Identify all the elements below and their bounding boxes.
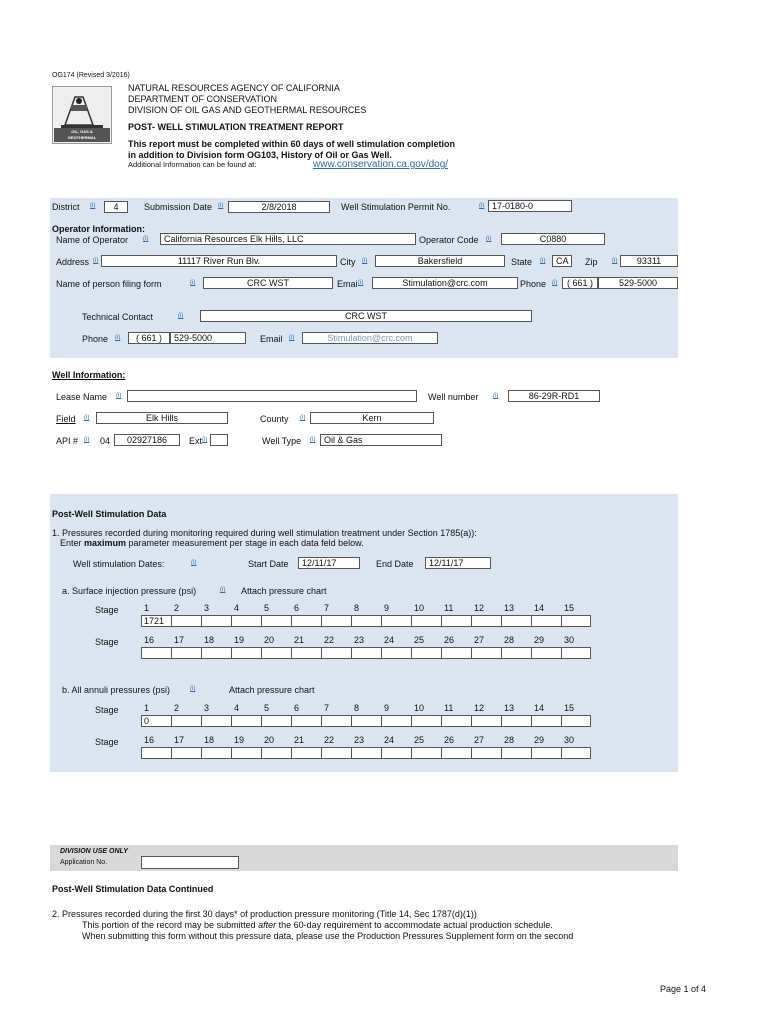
- pressure-cell[interactable]: [441, 715, 471, 727]
- pressure-cell[interactable]: [261, 747, 291, 759]
- pressure-cell[interactable]: [501, 615, 531, 627]
- pressure-cell[interactable]: [201, 747, 231, 759]
- submission-date-field[interactable]: 2/8/2018: [228, 201, 330, 213]
- continued-pre: This portion of the record may be submitted: [82, 920, 259, 930]
- pressure-cell[interactable]: [501, 647, 531, 659]
- lease-name-field[interactable]: [127, 390, 417, 402]
- surface-stage-label-1: Stage: [95, 605, 119, 615]
- stage-number: 10: [414, 703, 425, 713]
- annuli-pressure-row-1: [141, 715, 591, 727]
- county-label: County: [260, 414, 289, 424]
- pressure-cell[interactable]: 1721: [141, 615, 171, 627]
- stage-number: 2: [174, 703, 180, 713]
- api-field[interactable]: 02927186: [114, 434, 180, 446]
- pressure-cell[interactable]: [261, 715, 291, 727]
- person-label: Name of person filing form: [56, 279, 162, 289]
- stage-number: 14: [534, 703, 545, 713]
- operator-name-info-icon[interactable]: (i): [143, 236, 149, 242]
- pressure-cell[interactable]: [411, 647, 441, 659]
- phone-label: Phone: [520, 279, 547, 289]
- state-info-icon[interactable]: (i): [540, 258, 546, 264]
- pressure-cell[interactable]: [561, 715, 591, 727]
- zip-label: Zip: [585, 257, 598, 267]
- start-date-field[interactable]: 12/11/17: [298, 557, 360, 569]
- tech-contact-info-icon[interactable]: (i): [178, 313, 184, 319]
- stage-number: 25: [414, 635, 425, 645]
- pressure-cell[interactable]: [411, 615, 441, 627]
- stage-number: 29: [534, 735, 545, 745]
- stage-number: 26: [444, 635, 455, 645]
- application-no-label: Application No.: [60, 859, 108, 866]
- pressure-cell[interactable]: [171, 747, 201, 759]
- tech-email-info-icon[interactable]: (i): [289, 335, 295, 341]
- stage-number: 6: [294, 703, 300, 713]
- api-label: API #: [56, 436, 79, 446]
- annuli-info-icon[interactable]: (i): [190, 686, 196, 692]
- stage-number: 25: [414, 735, 425, 745]
- stage-number: 28: [504, 635, 515, 645]
- operator-section-title: Operator Information:: [52, 224, 146, 234]
- pressure-cell[interactable]: [531, 615, 561, 627]
- division-line: DIVISION OF OIL GAS AND GEOTHERMAL RESOURCES: [128, 105, 367, 115]
- stage-number: 11: [444, 703, 454, 713]
- stage-number: 8: [354, 603, 360, 613]
- stage-number: 1: [144, 703, 150, 713]
- zip-field[interactable]: 93311: [620, 255, 678, 267]
- stage-number: 12: [474, 603, 485, 613]
- permit-field[interactable]: 17-0180-0: [488, 200, 572, 212]
- stage-number: 22: [324, 635, 335, 645]
- surface-attach-label[interactable]: Attach pressure chart: [241, 586, 327, 596]
- pressure-cell[interactable]: [351, 647, 381, 659]
- stage-number: 17: [174, 635, 185, 645]
- pressure-cell[interactable]: [381, 615, 411, 627]
- pressure-cell[interactable]: [321, 747, 351, 759]
- end-date-label: End Date: [376, 559, 414, 569]
- pressure-cell[interactable]: [501, 715, 531, 727]
- annuli-pressure-row-2: [141, 747, 591, 759]
- pressure-cell[interactable]: [141, 647, 171, 659]
- surface-stage-numbers-row-2: [140, 635, 590, 645]
- operator-code-label: Operator Code: [419, 235, 479, 245]
- stage-number: 12: [474, 703, 485, 713]
- logo-text-1: OIL, GAS &: [71, 129, 93, 134]
- pressure-cell[interactable]: [441, 647, 471, 659]
- pressure-cell[interactable]: [321, 647, 351, 659]
- pressure-cell[interactable]: [531, 747, 561, 759]
- state-field[interactable]: CA: [552, 255, 572, 267]
- stage-number: 24: [384, 635, 395, 645]
- well-section-title: Well Information:: [52, 370, 126, 380]
- stage-number: 2: [174, 603, 180, 613]
- tech-phone-number-field[interactable]: 529-5000: [170, 332, 246, 344]
- county-field[interactable]: Kern: [310, 412, 434, 424]
- surface-pressure-label: a. Surface injection pressure (psi): [62, 586, 197, 596]
- city-info-icon[interactable]: (i): [362, 258, 368, 264]
- stage-number: 4: [234, 603, 240, 613]
- pressure-cell[interactable]: [291, 747, 321, 759]
- stage-number: 9: [384, 703, 390, 713]
- county-info-icon[interactable]: (i): [300, 415, 306, 421]
- email-info-icon[interactable]: (i): [358, 280, 364, 286]
- annuli-stage-label-2: Stage: [95, 737, 119, 747]
- division-use-label: DIVISION USE ONLY: [60, 848, 128, 855]
- stage-number: 14: [534, 603, 545, 613]
- surface-pressure-row-2: [141, 647, 591, 659]
- pressure-cell[interactable]: [201, 715, 231, 727]
- pressure-cell[interactable]: [381, 747, 411, 759]
- continued-post: the 60-day requirement to accommodate actual production schedule.: [276, 920, 553, 930]
- stage-number: 3: [204, 603, 210, 613]
- logo-text-2: GEOTHERMAL: [67, 135, 97, 140]
- email-label: Emai: [337, 279, 358, 289]
- stage-number: 17: [174, 735, 185, 745]
- pressure-cell[interactable]: [171, 647, 201, 659]
- stage-number: 30: [564, 635, 575, 645]
- stimulation-section-title: Post-Well Stimulation Data: [52, 509, 167, 519]
- lease-label: Lease Name: [56, 392, 108, 402]
- field-field[interactable]: Elk Hills: [96, 412, 228, 424]
- phone-number-field[interactable]: 529-5000: [598, 277, 678, 289]
- pressure-cell[interactable]: [561, 615, 591, 627]
- tech-phone-area-field[interactable]: ( 661 ): [128, 332, 170, 344]
- surface-pressure-row-1: [141, 615, 591, 627]
- stim-dates-label: Well stimulation Dates:: [73, 559, 165, 569]
- person-info-icon[interactable]: (i): [190, 280, 196, 286]
- stage-number: 4: [234, 703, 240, 713]
- zip-info-icon[interactable]: (i): [612, 258, 618, 264]
- well-number-field[interactable]: 86-29R-RD1: [508, 390, 600, 402]
- permit-label: Well Stimulation Permit No.: [341, 202, 451, 212]
- email-field[interactable]: Stimulation@crc.com: [372, 277, 518, 289]
- district-label: District: [52, 202, 80, 212]
- stage-number: 1: [144, 603, 150, 613]
- well-type-field[interactable]: Oil & Gas: [320, 434, 442, 446]
- continued-line-2: [82, 920, 553, 930]
- ext-info-icon[interactable]: (i): [202, 437, 208, 443]
- pressure-cell[interactable]: [321, 715, 351, 727]
- field-label: Field: [56, 414, 76, 424]
- stage-number: 5: [264, 603, 270, 613]
- page-number: Page 1 of 4: [660, 984, 707, 994]
- stage-number: 20: [264, 635, 275, 645]
- city-label: City: [340, 257, 356, 267]
- tech-email-field[interactable]: Stimulation@crc.com: [302, 332, 438, 344]
- well-number-info-icon[interactable]: (i): [493, 393, 499, 399]
- annuli-stage-numbers-row-2: [140, 735, 590, 745]
- stage-number: 16: [144, 635, 155, 645]
- stage-number: 30: [564, 735, 575, 745]
- pressure-cell[interactable]: [291, 615, 321, 627]
- address-field[interactable]: 11117 River Run Blv.: [101, 255, 337, 267]
- lease-info-icon[interactable]: (i): [116, 393, 122, 399]
- pressure-cell[interactable]: [351, 715, 381, 727]
- tech-contact-field[interactable]: CRC WST: [200, 310, 532, 322]
- stage-number: 13: [504, 603, 515, 613]
- stage-number: 19: [234, 735, 245, 745]
- pressure-cell[interactable]: [201, 647, 231, 659]
- pressure-cell[interactable]: [141, 747, 171, 759]
- stage-number: 5: [264, 703, 270, 713]
- pressure-cell[interactable]: [471, 715, 501, 727]
- stage-number: 13: [504, 703, 515, 713]
- pressure-cell[interactable]: [561, 647, 591, 659]
- api-prefix: 04: [100, 436, 111, 446]
- report-title: POST- WELL STIMULATION TREATMENT REPORT: [128, 122, 344, 132]
- annuli-attach-label[interactable]: Attach pressure chart: [229, 685, 315, 695]
- tech-phone-label: Phone: [82, 334, 109, 344]
- permit-info-icon[interactable]: (i): [479, 203, 485, 209]
- continued-line-3: When submitting this form without this pressure data, please use the Production Pressures Supplement form on the second: [82, 931, 574, 941]
- pressure-cell[interactable]: [261, 647, 291, 659]
- stage-number: 3: [204, 703, 210, 713]
- tech-phone-info-icon[interactable]: (i): [115, 335, 121, 341]
- pressure-cell[interactable]: [471, 747, 501, 759]
- agency-line: NATURAL RESOURCES AGENCY OF CALIFORNIA: [128, 83, 340, 93]
- pressure-cell[interactable]: [291, 647, 321, 659]
- end-date-field[interactable]: 12/11/17: [425, 557, 491, 569]
- ext-label: Ext: [189, 436, 203, 446]
- stage-number: 20: [264, 735, 275, 745]
- pressure-cell[interactable]: [501, 747, 531, 759]
- pressure-cell[interactable]: [531, 647, 561, 659]
- instruction-1: This report must be completed within 60 days of well stimulation completion: [128, 139, 456, 149]
- stage-number: 15: [564, 703, 575, 713]
- additional-info: Additional Information can be found at:: [128, 160, 257, 169]
- stage-number: 9: [384, 603, 390, 613]
- stage-number: 21: [294, 635, 305, 645]
- person-field[interactable]: CRC WST: [203, 277, 333, 289]
- stage-number: 7: [324, 603, 330, 613]
- submission-label: Submission Date: [144, 202, 213, 212]
- pressure-cell[interactable]: [351, 747, 381, 759]
- annuli-pressure-label: b. All annuli pressures (psi): [62, 685, 171, 695]
- pressure-cell[interactable]: [261, 615, 291, 627]
- operator-code-field[interactable]: C0880: [501, 233, 605, 245]
- operator-name-field[interactable]: California Resources Elk Hills, LLC: [160, 233, 416, 245]
- pressure-cell[interactable]: [441, 747, 471, 759]
- pressure-cell[interactable]: [411, 747, 441, 759]
- address-label: Address: [56, 257, 90, 267]
- form-id: OG174 (Revised 3/2016): [52, 72, 130, 79]
- operator-code-info-icon[interactable]: (i): [486, 236, 492, 242]
- operator-name-label: Name of Operator: [56, 235, 129, 245]
- pressure-cell[interactable]: [171, 715, 201, 727]
- pressure-cell[interactable]: [231, 647, 261, 659]
- surface-stage-numbers-row-1: [140, 603, 590, 613]
- q1-pre: Enter: [60, 538, 85, 548]
- stage-number: 26: [444, 735, 455, 745]
- q1-post: parameter measurement per stage in each data feld below.: [126, 538, 364, 548]
- stage-number: 21: [294, 735, 305, 745]
- annuli-stage-numbers-row-1: [140, 703, 590, 713]
- surface-stage-label-2: Stage: [95, 637, 119, 647]
- address-info-icon[interactable]: (i): [93, 258, 99, 264]
- pressure-cell[interactable]: [381, 715, 411, 727]
- pressure-cell[interactable]: [441, 615, 471, 627]
- continued-line-1: 2. Pressures recorded during the first 30 days* of production pressure monitoring (Title 14, Sec 1787(d)(1)): [52, 909, 477, 919]
- tech-contact-label: Technical Contact: [82, 312, 154, 322]
- stage-number: 18: [204, 635, 215, 645]
- stage-number: 16: [144, 735, 155, 745]
- stage-number: 27: [474, 735, 485, 745]
- district-field[interactable]: 4: [104, 201, 128, 213]
- pressure-cell[interactable]: 0: [141, 715, 171, 727]
- submission-info-icon[interactable]: (i): [218, 203, 224, 209]
- field-info-icon[interactable]: (i): [84, 415, 90, 421]
- q1-bold: maximum: [84, 538, 127, 548]
- stage-number: 10: [414, 603, 425, 613]
- well-number-label: Well number: [428, 392, 479, 402]
- continued-title: Post-Well Stimulation Data Continued: [52, 884, 214, 894]
- pressure-cell[interactable]: [231, 615, 261, 627]
- ext-field[interactable]: [210, 434, 228, 446]
- pressure-cell[interactable]: [411, 715, 441, 727]
- tech-email-label: Email: [260, 334, 283, 344]
- pressure-cell[interactable]: [351, 615, 381, 627]
- pressure-cell[interactable]: [231, 715, 261, 727]
- stage-number: 28: [504, 735, 515, 745]
- pressure-cell[interactable]: [321, 615, 351, 627]
- application-no-field[interactable]: [141, 856, 239, 869]
- state-label: State: [511, 257, 533, 267]
- pressure-cell[interactable]: [561, 747, 591, 759]
- question-1-line-2: [60, 538, 364, 548]
- pressure-cell[interactable]: [381, 647, 411, 659]
- stage-number: 23: [354, 635, 365, 645]
- pressure-cell[interactable]: [471, 647, 501, 659]
- continued-italic: after: [258, 920, 277, 930]
- well-type-label: Well Type: [262, 436, 302, 446]
- start-date-label: Start Date: [248, 559, 289, 569]
- conservation-link[interactable]: www.conservation.ca.gov/dog/: [313, 159, 449, 170]
- agency-logo: [52, 86, 112, 144]
- api-info-icon[interactable]: (i): [84, 437, 90, 443]
- pressure-cell[interactable]: [531, 715, 561, 727]
- city-field[interactable]: Bakersfield: [375, 255, 505, 267]
- stage-number: 11: [444, 603, 454, 613]
- stage-number: 23: [354, 735, 365, 745]
- pressure-cell[interactable]: [471, 615, 501, 627]
- instruction-2: in addition to Division form OG103, History of Oil or Gas Well.: [128, 150, 392, 160]
- pressure-cell[interactable]: [171, 615, 201, 627]
- stage-number: 24: [384, 735, 395, 745]
- stim-dates-info-icon[interactable]: (i): [191, 560, 197, 566]
- stage-number: 6: [294, 603, 300, 613]
- stage-number: 7: [324, 703, 330, 713]
- stage-number: 15: [564, 603, 575, 613]
- stage-number: 8: [354, 703, 360, 713]
- stage-number: 22: [324, 735, 335, 745]
- stage-number: 18: [204, 735, 215, 745]
- annuli-stage-label-1: Stage: [95, 705, 119, 715]
- stage-number: 19: [234, 635, 245, 645]
- department-line: DEPARTMENT OF CONSERVATION: [128, 94, 278, 104]
- district-info-icon[interactable]: (i): [90, 203, 96, 209]
- pressure-cell[interactable]: [291, 715, 321, 727]
- phone-area-field[interactable]: ( 661 ): [562, 277, 598, 289]
- stage-number: 27: [474, 635, 485, 645]
- surface-info-icon[interactable]: (i): [220, 587, 226, 593]
- pressure-cell[interactable]: [231, 747, 261, 759]
- pressure-cell[interactable]: [201, 615, 231, 627]
- stage-number: 29: [534, 635, 545, 645]
- well-type-info-icon[interactable]: (i): [310, 437, 316, 443]
- phone-info-icon[interactable]: (i): [552, 280, 558, 286]
- question-1-line-1: 1. Pressures recorded during monitoring required during well stimulation treatment under Section 1785(a)):: [52, 528, 477, 538]
